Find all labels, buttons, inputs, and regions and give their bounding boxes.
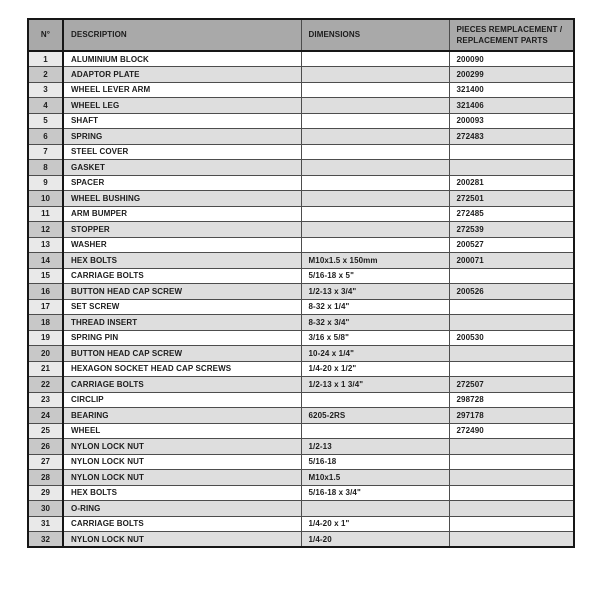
table-row bbox=[28, 454, 574, 470]
cell-description: SET SCREW bbox=[63, 299, 301, 315]
cell-dimensions: 8-32 x 1/4" bbox=[301, 299, 449, 315]
cell-number: 20 bbox=[28, 346, 63, 362]
table-row bbox=[28, 51, 574, 67]
cell-description: STOPPER bbox=[63, 222, 301, 238]
table-row bbox=[28, 516, 574, 532]
cell-number: 18 bbox=[28, 315, 63, 331]
cell-number: 23 bbox=[28, 392, 63, 408]
cell-dimensions: 1/4-20 x 1/2" bbox=[301, 361, 449, 377]
cell-dimensions bbox=[301, 206, 449, 222]
table-row bbox=[28, 361, 574, 377]
cell-dimensions: 5/16-18 bbox=[301, 454, 449, 470]
cell-dimensions bbox=[301, 113, 449, 129]
cell-number: 15 bbox=[28, 268, 63, 284]
cell-dimensions bbox=[301, 175, 449, 191]
cell-number: 21 bbox=[28, 361, 63, 377]
cell-dimensions: 1/4-20 x 1" bbox=[301, 516, 449, 532]
cell-part-number: 298728 bbox=[449, 392, 574, 408]
cell-dimensions bbox=[301, 222, 449, 238]
cell-description: NYLON LOCK NUT bbox=[63, 532, 301, 548]
cell-part-number bbox=[449, 160, 574, 176]
cell-number: 31 bbox=[28, 516, 63, 532]
cell-number: 5 bbox=[28, 113, 63, 129]
cell-dimensions bbox=[301, 82, 449, 98]
cell-description: WHEEL LEVER ARM bbox=[63, 82, 301, 98]
cell-description: SPRING PIN bbox=[63, 330, 301, 346]
cell-description: NYLON LOCK NUT bbox=[63, 454, 301, 470]
table-row bbox=[28, 237, 574, 253]
cell-description: STEEL COVER bbox=[63, 144, 301, 160]
table-row bbox=[28, 222, 574, 238]
cell-number: 4 bbox=[28, 98, 63, 114]
cell-part-number: 272507 bbox=[449, 377, 574, 393]
table-row bbox=[28, 82, 574, 98]
cell-description: ARM BUMPER bbox=[63, 206, 301, 222]
cell-number: 27 bbox=[28, 454, 63, 470]
cell-description: CARRIAGE BOLTS bbox=[63, 268, 301, 284]
cell-description: O-RING bbox=[63, 501, 301, 517]
cell-part-number: 321406 bbox=[449, 98, 574, 114]
cell-description: BUTTON HEAD CAP SCREW bbox=[63, 346, 301, 362]
cell-part-number bbox=[449, 470, 574, 486]
table-row bbox=[28, 439, 574, 455]
cell-number: 2 bbox=[28, 67, 63, 83]
cell-number: 7 bbox=[28, 144, 63, 160]
cell-part-number: 200093 bbox=[449, 113, 574, 129]
cell-description: SPRING bbox=[63, 129, 301, 145]
table-row bbox=[28, 67, 574, 83]
cell-description: CIRCLIP bbox=[63, 392, 301, 408]
cell-number: 25 bbox=[28, 423, 63, 439]
cell-dimensions: 1/4-20 bbox=[301, 532, 449, 548]
cell-number: 9 bbox=[28, 175, 63, 191]
cell-part-number: 272485 bbox=[449, 206, 574, 222]
table-row bbox=[28, 423, 574, 439]
table-row bbox=[28, 206, 574, 222]
table-body bbox=[28, 51, 574, 547]
cell-dimensions: 5/16-18 x 3/4" bbox=[301, 485, 449, 501]
cell-part-number: 200090 bbox=[449, 51, 574, 67]
cell-part-number bbox=[449, 299, 574, 315]
cell-number: 1 bbox=[28, 51, 63, 67]
cell-number: 14 bbox=[28, 253, 63, 269]
cell-dimensions: 3/16 x 5/8" bbox=[301, 330, 449, 346]
cell-part-number: 200071 bbox=[449, 253, 574, 269]
cell-dimensions bbox=[301, 392, 449, 408]
cell-description: GASKET bbox=[63, 160, 301, 176]
table-row bbox=[28, 191, 574, 207]
cell-part-number: 272483 bbox=[449, 129, 574, 145]
cell-part-number bbox=[449, 501, 574, 517]
table-row bbox=[28, 98, 574, 114]
col-header-number: N° bbox=[28, 19, 63, 51]
cell-description: CARRIAGE BOLTS bbox=[63, 377, 301, 393]
cell-part-number: 200299 bbox=[449, 67, 574, 83]
cell-dimensions: 8-32 x 3/4" bbox=[301, 315, 449, 331]
cell-part-number: 272490 bbox=[449, 423, 574, 439]
cell-number: 11 bbox=[28, 206, 63, 222]
cell-part-number: 272539 bbox=[449, 222, 574, 238]
table-row bbox=[28, 129, 574, 145]
table-row bbox=[28, 377, 574, 393]
table-row bbox=[28, 113, 574, 129]
cell-number: 28 bbox=[28, 470, 63, 486]
cell-number: 26 bbox=[28, 439, 63, 455]
cell-dimensions: 6205-2RS bbox=[301, 408, 449, 424]
cell-description: HEX BOLTS bbox=[63, 253, 301, 269]
cell-number: 8 bbox=[28, 160, 63, 176]
table-row bbox=[28, 501, 574, 517]
cell-dimensions: 10-24 x 1/4" bbox=[301, 346, 449, 362]
table-row bbox=[28, 144, 574, 160]
table-row bbox=[28, 532, 574, 548]
table-row bbox=[28, 392, 574, 408]
cell-description: SHAFT bbox=[63, 113, 301, 129]
cell-number: 29 bbox=[28, 485, 63, 501]
cell-description: ADAPTOR PLATE bbox=[63, 67, 301, 83]
cell-part-number: 272501 bbox=[449, 191, 574, 207]
cell-part-number bbox=[449, 454, 574, 470]
cell-dimensions bbox=[301, 51, 449, 67]
cell-dimensions bbox=[301, 191, 449, 207]
cell-dimensions: M10x1.5 x 150mm bbox=[301, 253, 449, 269]
cell-description: HEX BOLTS bbox=[63, 485, 301, 501]
cell-dimensions: 1/2-13 x 3/4" bbox=[301, 284, 449, 300]
cell-dimensions bbox=[301, 501, 449, 517]
cell-number: 19 bbox=[28, 330, 63, 346]
cell-number: 16 bbox=[28, 284, 63, 300]
table-header bbox=[28, 19, 574, 51]
table-row bbox=[28, 268, 574, 284]
cell-part-number bbox=[449, 516, 574, 532]
table-row bbox=[28, 408, 574, 424]
table-row bbox=[28, 160, 574, 176]
parts-table-container bbox=[27, 18, 575, 548]
cell-number: 3 bbox=[28, 82, 63, 98]
cell-dimensions bbox=[301, 423, 449, 439]
cell-part-number: 321400 bbox=[449, 82, 574, 98]
cell-number: 24 bbox=[28, 408, 63, 424]
cell-part-number bbox=[449, 532, 574, 548]
table-row bbox=[28, 284, 574, 300]
table-row bbox=[28, 485, 574, 501]
cell-dimensions bbox=[301, 237, 449, 253]
cell-description: BUTTON HEAD CAP SCREW bbox=[63, 284, 301, 300]
col-header-parts: PIECES REMPLACEMENT / REPLACEMENT PARTS bbox=[449, 19, 574, 51]
header-row bbox=[28, 19, 574, 51]
cell-part-number: 200530 bbox=[449, 330, 574, 346]
table-row bbox=[28, 330, 574, 346]
cell-description: WASHER bbox=[63, 237, 301, 253]
cell-part-number: 200281 bbox=[449, 175, 574, 191]
cell-part-number bbox=[449, 485, 574, 501]
cell-part-number bbox=[449, 144, 574, 160]
table-row bbox=[28, 346, 574, 362]
cell-description: THREAD INSERT bbox=[63, 315, 301, 331]
cell-dimensions bbox=[301, 160, 449, 176]
table-row bbox=[28, 175, 574, 191]
table-row bbox=[28, 299, 574, 315]
cell-dimensions: M10x1.5 bbox=[301, 470, 449, 486]
cell-description: WHEEL bbox=[63, 423, 301, 439]
cell-dimensions: 5/16-18 x 5" bbox=[301, 268, 449, 284]
cell-dimensions bbox=[301, 67, 449, 83]
cell-dimensions bbox=[301, 98, 449, 114]
cell-number: 30 bbox=[28, 501, 63, 517]
cell-number: 17 bbox=[28, 299, 63, 315]
cell-dimensions: 1/2-13 bbox=[301, 439, 449, 455]
cell-part-number bbox=[449, 346, 574, 362]
col-header-description: DESCRIPTION bbox=[63, 19, 301, 51]
col-header-dimensions: DIMENSIONS bbox=[301, 19, 449, 51]
cell-number: 12 bbox=[28, 222, 63, 238]
cell-number: 13 bbox=[28, 237, 63, 253]
cell-number: 32 bbox=[28, 532, 63, 548]
cell-dimensions: 1/2-13 x 1 3/4" bbox=[301, 377, 449, 393]
cell-description: SPACER bbox=[63, 175, 301, 191]
cell-description: WHEEL LEG bbox=[63, 98, 301, 114]
cell-part-number bbox=[449, 361, 574, 377]
cell-description: CARRIAGE BOLTS bbox=[63, 516, 301, 532]
cell-description: NYLON LOCK NUT bbox=[63, 439, 301, 455]
cell-description: ALUMINIUM BLOCK bbox=[63, 51, 301, 67]
parts-table bbox=[27, 18, 575, 548]
table-row bbox=[28, 253, 574, 269]
cell-part-number bbox=[449, 268, 574, 284]
cell-dimensions bbox=[301, 144, 449, 160]
table-row bbox=[28, 470, 574, 486]
cell-part-number: 200527 bbox=[449, 237, 574, 253]
cell-dimensions bbox=[301, 129, 449, 145]
cell-number: 6 bbox=[28, 129, 63, 145]
cell-part-number: 297178 bbox=[449, 408, 574, 424]
cell-number: 22 bbox=[28, 377, 63, 393]
cell-part-number bbox=[449, 439, 574, 455]
cell-description: NYLON LOCK NUT bbox=[63, 470, 301, 486]
cell-description: WHEEL BUSHING bbox=[63, 191, 301, 207]
cell-part-number bbox=[449, 315, 574, 331]
cell-part-number: 200526 bbox=[449, 284, 574, 300]
cell-description: HEXAGON SOCKET HEAD CAP SCREWS bbox=[63, 361, 301, 377]
cell-description: BEARING bbox=[63, 408, 301, 424]
table-row bbox=[28, 315, 574, 331]
cell-number: 10 bbox=[28, 191, 63, 207]
